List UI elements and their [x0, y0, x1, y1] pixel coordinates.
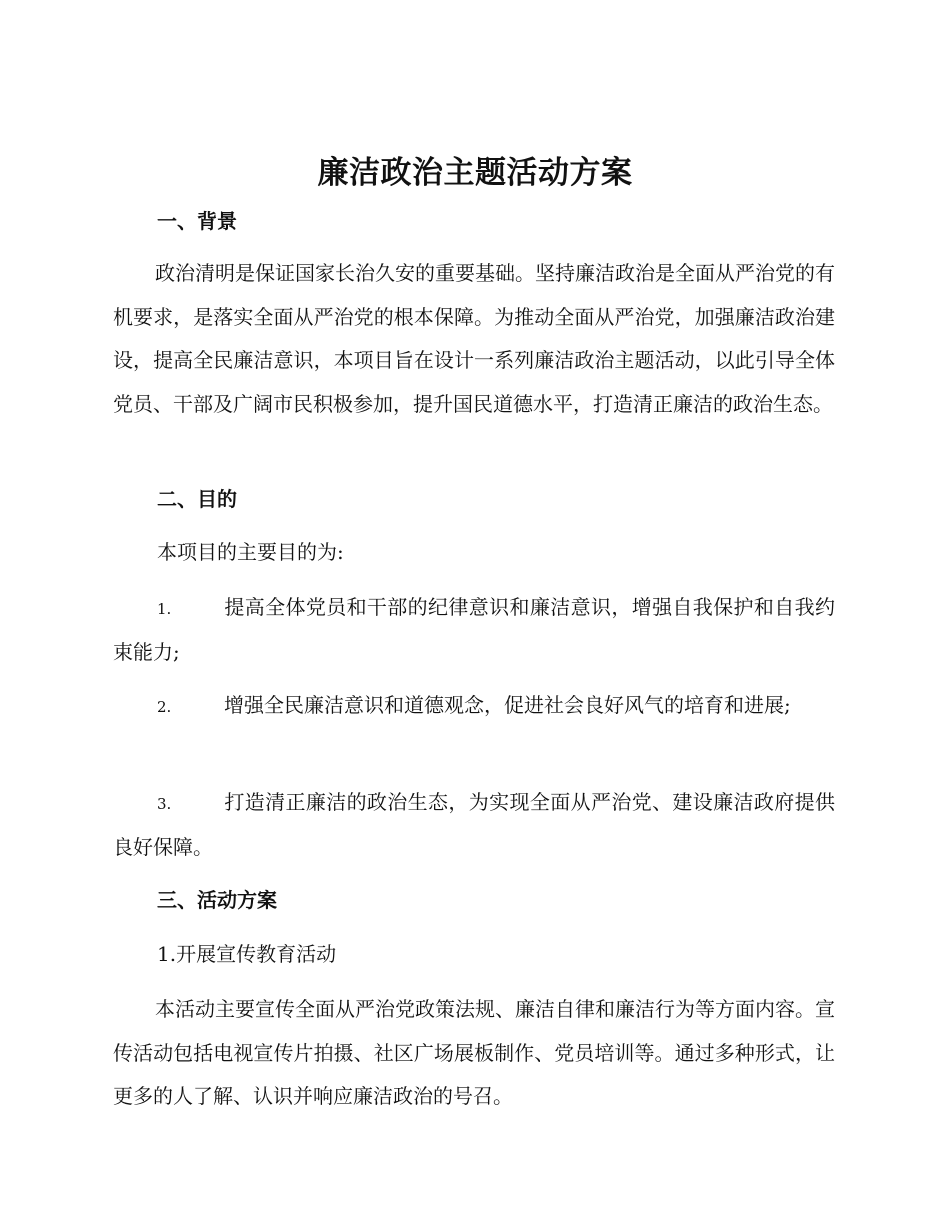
- plan-subheading: 1.开展宣传教育活动: [157, 942, 337, 966]
- section-heading-background: 一、背景: [157, 209, 237, 233]
- list-item-text: 提高全体党员和干部的纪律意识和廉洁意识，增强自我保护和自我约束能力;: [113, 595, 835, 664]
- list-item-number: 2.: [157, 698, 172, 716]
- list-item-number: 1.: [157, 600, 172, 618]
- section-heading-plan: 三、活动方案: [157, 888, 277, 912]
- section-heading-purpose: 二、目的: [157, 487, 237, 511]
- background-paragraph: 政治清明是保证国家长治久安的重要基础。坚持廉洁政治是全面从严治党的有机要求，是落实全面从严治党的根本保障。为推动全面从严治党，加强廉洁政治建设，提高全民廉洁意识，本项目旨在设计一系列廉洁政治主题活动，以此引导全体党员、干部及广阔市民积极参加，提升国民道德水平，打造清正廉洁的政治生态。: [113, 261, 835, 417]
- purpose-list-item: [113, 586, 835, 674]
- list-item-number: 3.: [157, 795, 172, 813]
- purpose-list-item: [113, 684, 835, 729]
- list-item-text: 打造清正廉洁的政治生态，为实现全面从严治党、建设廉洁政府提供良好保障。: [113, 790, 835, 859]
- list-item-text: 增强全民廉洁意识和道德观念，促进社会良好风气的培育和进展;: [224, 693, 791, 717]
- purpose-intro: 本项目的主要目的为:: [157, 540, 344, 564]
- plan-paragraph: 本活动主要宣传全面从严治党政策法规、廉洁自律和廉洁行为等方面内容。宣传活动包括电视宣传片拍摄、社区广场展板制作、党员培训等。通过多种形式，让更多的人了解、认识并响应廉洁政治的号召。: [113, 997, 835, 1109]
- document-title: 廉洁政治主题活动方案: [317, 155, 633, 191]
- purpose-list-item: [113, 781, 835, 869]
